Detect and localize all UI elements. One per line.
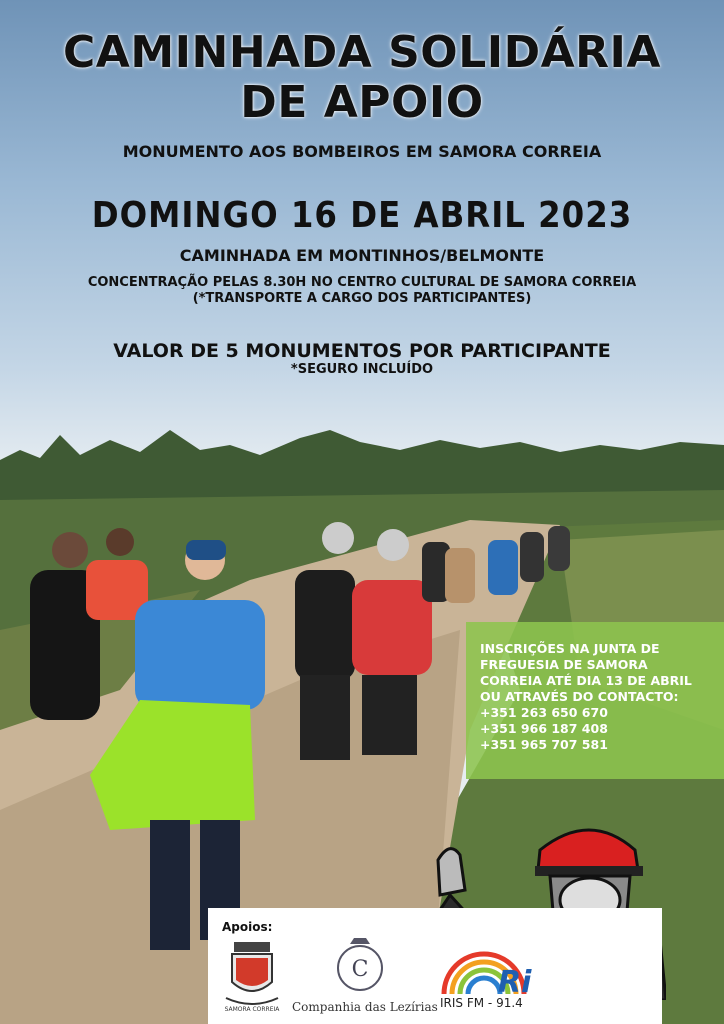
svg-text:C: C	[351, 957, 369, 982]
registration-line: INSCRIÇÕES NA JUNTA DE	[480, 641, 660, 656]
registration-line: CORREIA ATÉ DIA 13 DE ABRIL	[480, 673, 692, 688]
subtitle: MONUMENTO AOS BOMBEIROS EM SAMORA CORREIA	[122, 142, 602, 161]
iris-caption: IRIS FM - 91.4	[440, 996, 523, 1010]
title-line2: DE APOIO	[240, 77, 484, 128]
phone-number: +351 263 650 670	[480, 705, 608, 720]
meeting-info: CONCENTRAÇÃO PELAS 8.30H NO CENTRO CULTURAL DE SAMORA CORREIA	[87, 275, 637, 290]
event-date: DOMINGO 16 DE ABRIL 2023	[91, 195, 633, 236]
samora-correia-crest-icon	[218, 938, 286, 1016]
registration-line: OU ATRAVÉS DO CONTACTO:	[480, 689, 679, 704]
companhia-das-lezirias-logo-icon	[330, 934, 390, 996]
phone-number: +351 966 187 408	[480, 721, 608, 736]
registration-line: FREGUESIA DE SAMORA	[480, 657, 648, 672]
iris-fm-logo-icon	[440, 948, 540, 998]
registration-box	[466, 622, 724, 779]
companhia-caption: Companhia das Lezírias	[292, 1000, 438, 1014]
transport-note: (*TRANSPORTE A CARGO DOS PARTICIPANTES)	[192, 291, 532, 306]
iris-logo-mark: Ri	[498, 965, 532, 998]
title	[0, 28, 724, 128]
price-info: VALOR DE 5 MONUMENTOS POR PARTICIPANTE	[113, 340, 611, 362]
phone-number: +351 965 707 581	[480, 737, 608, 752]
crest-caption: SAMORA CORREIA	[224, 1006, 280, 1013]
walk-place: CAMINHADA EM MONTINHOS/BELMONTE	[179, 246, 545, 265]
sponsors-panel	[208, 908, 662, 1024]
title-line1: CAMINHADA SOLIDÁRIA	[63, 27, 661, 78]
sponsors-label: Apoios:	[222, 920, 273, 934]
insurance-note: *SEGURO INCLUÍDO	[290, 362, 434, 377]
